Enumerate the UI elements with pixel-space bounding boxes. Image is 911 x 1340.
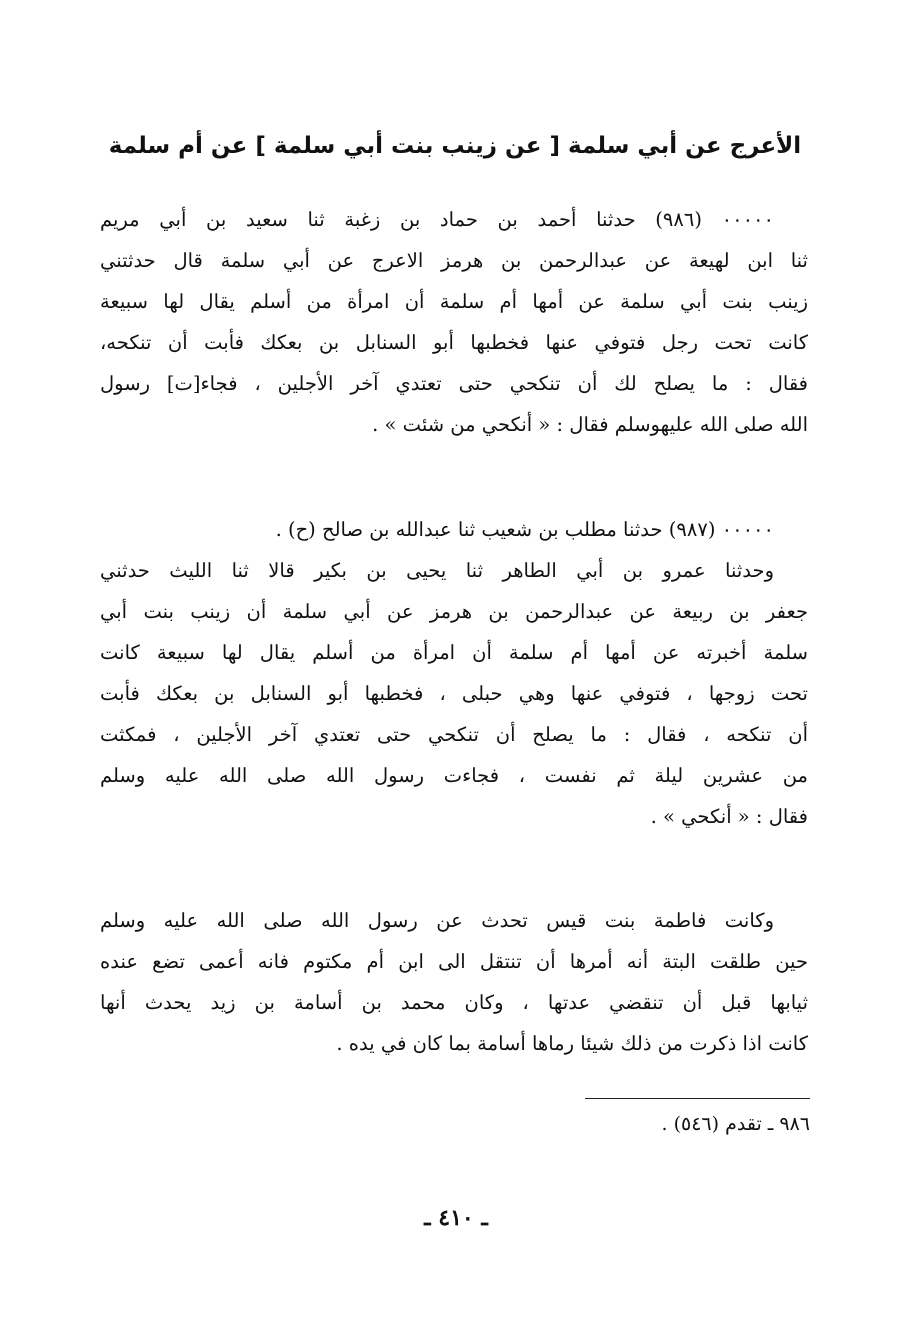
text-line: سلمة أخبرته عن أمها أم سلمة أن امرأة من أسلم يقال لها سبيعة كانت [100,641,808,664]
text-line: تحت زوجها ، فتوفي عنها وهي حبلى ، فخطبها أبو السنابل بن بعكك فأبت [100,682,808,705]
text-line: كانت اذا ذكرت من ذلك شيئا رماها أسامة بما كان في يده . [336,1032,808,1055]
text-line: كانت تحت رجل فتوفي عنها فخطبها أبو السنابل بن بعكك فأبت أن تنكحه، [100,331,808,354]
text-line: أن تنكحه ، فقال : ما يصلح أن تنكحي حتى تعتدي آخر الأجلين ، فمكثت [100,723,808,746]
chapter-heading: الأعرج عن أبي سلمة [ عن زينب بنت أبي سلمة ] عن أم سلمة [108,133,802,159]
page-number: ـ ٤١٠ ـ [424,1205,488,1231]
text-line: من عشرين ليلة ثم نفست ، فجاءت رسول الله صلى الله عليه وسلم [100,764,808,787]
text-line: وكانت فاطمة بنت قيس تحدث عن رسول الله صلى الله عليه وسلم [100,909,774,932]
text-line: فقال : ما يصلح لك أن تنكحي حتى تعتدي آخر الأجلين ، فجاء[ت] رسول [100,372,808,395]
text-line: زينب بنت أبي سلمة عن أمها أم سلمة أن امرأة من أسلم يقال لها سبيعة [100,290,808,313]
hadith-987 [100,509,808,837]
text-line: ٠٠٠٠٠ (٩٨٧) حدثنا مطلب بن شعيب ثنا عبدالله بن صالح (ح) . [275,518,774,541]
footnote: ٩٨٦ ـ تقدم (٥٤٦) . [661,1113,810,1135]
text-line: الله صلى الله عليهوسلم فقال : « أنكحي من شئت » . [372,413,808,436]
text-line: فقال : « أنكحي » . [650,805,808,828]
fatima-paragraph [100,900,808,1064]
text-line: ثنا ابن لهيعة عن عبدالرحمن بن هرمز الاعرج عن أبي سلمة قال حدثتني [100,249,808,272]
text-line: ثيابها قبل أن تنقضي عدتها ، وكان محمد بن أسامة بن زيد يحدث أنها [100,991,808,1014]
text-line: ٠٠٠٠٠ (٩٨٦) حدثنا أحمد بن حماد بن زغبة ثنا سعيد بن أبي مريم [100,208,774,231]
text-line: وحدثنا عمرو بن أبي الطاهر ثنا يحيى بن بكير قالا ثنا الليث حدثني [100,559,774,582]
hadith-986 [100,199,808,445]
text-line: حين طلقت البتة أنه أمرها أن تنتقل الى ابن أم مكتوم فانه أعمى تضع عنده [100,950,808,973]
text-line: جعفر بن ربيعة عن عبدالرحمن بن هرمز عن أبي سلمة أن زينب بنت أبي [100,600,808,623]
footnote-divider [585,1098,810,1099]
